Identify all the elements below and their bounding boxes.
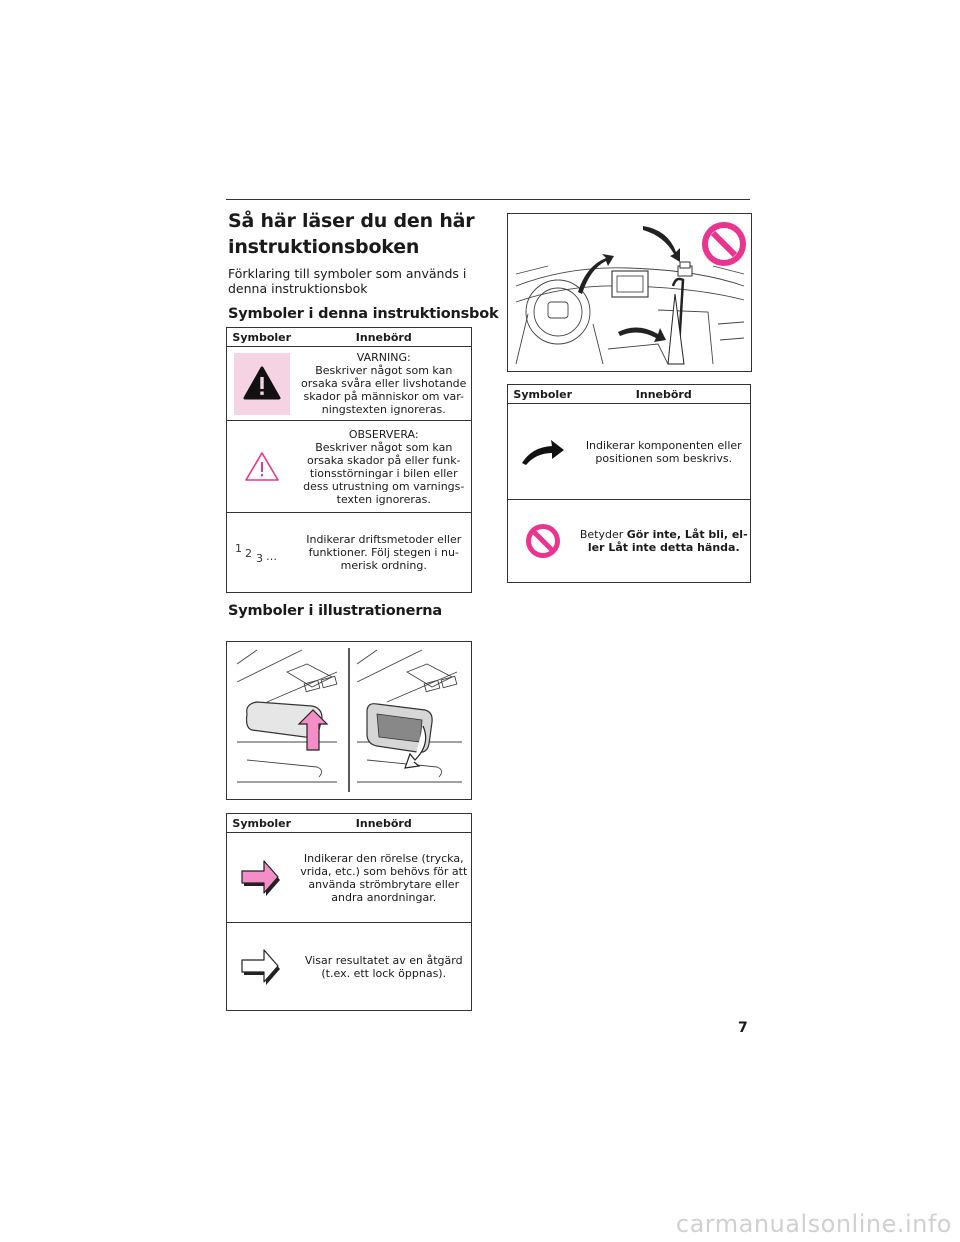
meaning-text: VARNING: Beskriver något som kan orsaka svåra eller livshotande skador på människor om var-ningstexten ignoreras. [297, 347, 472, 421]
col-symbol-header: Symboler [227, 328, 297, 347]
numbered-steps-icon [231, 538, 293, 568]
warning-filled-icon [231, 351, 293, 417]
illustration-symbol-table [226, 813, 472, 1011]
table-row [227, 347, 472, 421]
meaning-text: Indikerar driftsmetoder eller funktioner. Följ stegen i nu-merisk ordning. [297, 513, 472, 593]
meaning-text: Visar resultatet av en åtgärd (t.ex. ett lock öppnas). [297, 923, 472, 1011]
step-digit: 3 [255, 551, 263, 565]
curved-arrow-icon [518, 437, 568, 467]
step-digit: 2 [244, 546, 252, 560]
section-title-illustrations: Symboler i illustrationerna [228, 603, 442, 619]
page-heading: Så här läser du den här instruktionsboken [228, 210, 475, 258]
table-row [227, 513, 472, 593]
meaning-text: OBSERVERA: Beskriver något som kan orsaka skador på eller funk-tionsstörningar i bilen eller dess utrustning om varnings-texten ignoreras. [297, 421, 472, 513]
top-rule [226, 199, 750, 200]
manual-symbol-table [226, 327, 472, 593]
mirror-illustration [226, 641, 472, 800]
col-meaning-header: Innebörd [578, 385, 751, 404]
outline-arrow-icon [240, 947, 284, 987]
col-meaning-header: Innebörd [297, 328, 472, 347]
table-row [227, 833, 472, 923]
col-meaning-header: Innebörd [297, 814, 472, 833]
intro-text: Förklaring till symboler som används i denna instruktionsbok [228, 266, 467, 296]
dashboard-illustration [507, 213, 752, 372]
page-number: 7 [738, 1020, 748, 1036]
meaning-bold: Gör inte, Låt bli, el-ler Låt inte detta hända. [587, 528, 748, 554]
prohibition-icon [523, 521, 563, 561]
table-row [227, 421, 472, 513]
table-header [508, 385, 751, 404]
step-digit: 1 [234, 541, 242, 555]
section-title-manual: Symboler i denna instruktionsbok [228, 306, 499, 322]
table-header [227, 328, 472, 347]
meaning-prefix: Betyder [579, 528, 627, 541]
meaning-text: Indikerar den rörelse (trycka, vrida, etc.) som behövs för att använda strömbrytare eller andra anordningar. [297, 833, 472, 923]
watermark: carmanualsonline.info [675, 1210, 952, 1238]
table-header [227, 814, 472, 833]
table-row [508, 500, 751, 583]
table-row [227, 923, 472, 1011]
caution-outline-icon [242, 449, 282, 485]
col-symbol-header: Symboler [508, 385, 578, 404]
pink-arrow-icon [240, 858, 284, 898]
meaning-text [578, 500, 751, 583]
step-dots: … [265, 549, 277, 563]
col-symbol-header: Symboler [227, 814, 297, 833]
table-row [508, 404, 751, 500]
right-symbol-table [507, 384, 751, 583]
meaning-text: Indikerar komponenten eller positionen som beskrivs. [578, 404, 751, 500]
